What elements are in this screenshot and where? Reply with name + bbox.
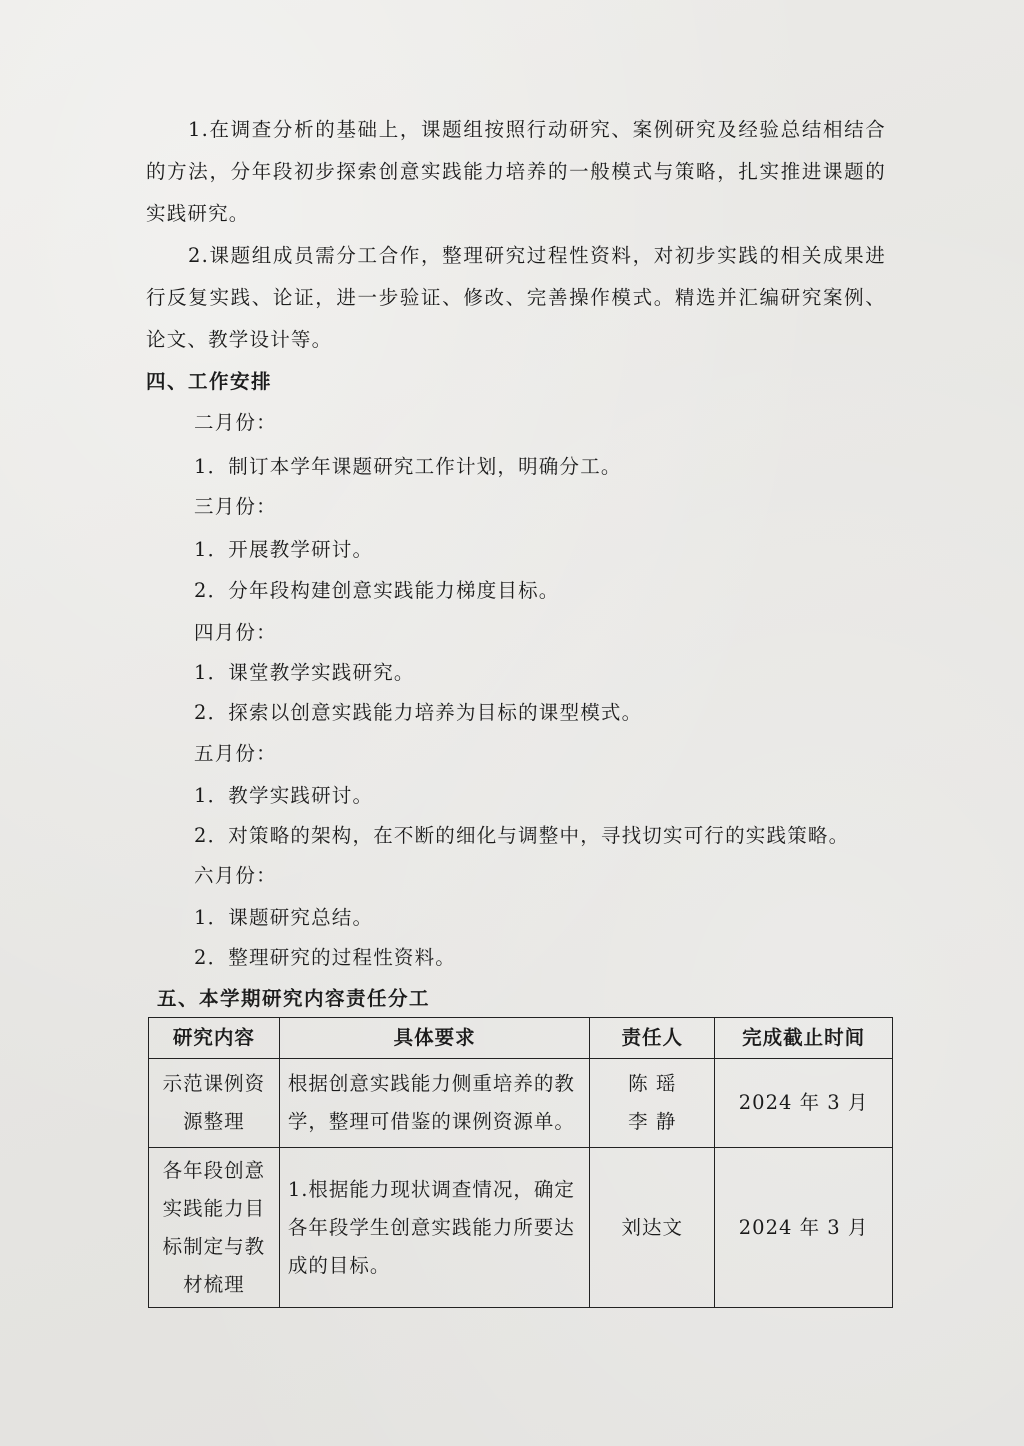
month-label-feb: 二月份： [194,411,277,434]
responsibility-table [148,1017,893,1308]
cell-deadline: 2024 年 3 月 [715,1148,893,1308]
person-name: 刘达文 [621,1215,684,1239]
month-item: 1．教学实践研讨。 [194,784,374,807]
month-label-may: 五月份： [194,742,277,765]
cell-deadline: 2024 年 3 月 [715,1059,893,1148]
month-item: 1．开展教学研讨。 [194,538,374,561]
month-item: 2．对策略的架构，在不断的细化与调整中，寻找切实可行的实践策略。 [194,824,850,847]
month-item: 1．课题研究总结。 [194,906,374,929]
cell-requirement: 根据创意实践能力侧重培养的教学，整理可借鉴的课例资源单。 [279,1059,590,1148]
month-label-mar: 三月份： [194,495,277,518]
month-item: 1．制订本学年课题研究工作计划，明确分工。 [194,455,622,478]
paragraph-2: 2.课题组成员需分工合作，整理研究过程性资料，对初步实践的相关成果进行反复实践、论证，进一步验证、修改、完善操作模式。精选并汇编研究案例、论文、教学设计等。 [146,244,886,351]
cell-content: 各年段创意实践能力目标制定与教材梳理 [149,1148,280,1308]
month-item: 2．整理研究的过程性资料。 [194,946,457,969]
table-row [149,1059,893,1148]
section-5-title: 五、本学期研究内容责任分工 [157,987,431,1010]
table-row [149,1148,893,1308]
cell-person [590,1148,715,1308]
month-label-apr: 四月份： [194,621,277,644]
header-requirement: 具体要求 [279,1018,590,1059]
paragraph-1: 1.在调查分析的基础上，课题组按照行动研究、案例研究及经验总结相结合的方法，分年段初步探索创意实践能力培养的一般模式与策略，扎实推进课题的实践研究。 [146,118,886,225]
cell-content: 示范课例资源整理 [149,1059,280,1148]
person-name: 李 静 [628,1110,677,1133]
cell-person [590,1059,715,1148]
month-item: 2．分年段构建创意实践能力梯度目标。 [194,579,560,602]
month-item: 1．课堂教学实践研究。 [194,661,415,684]
section-4-title: 四、工作安排 [146,370,273,393]
cell-requirement: 1.根据能力现状调查情况，确定各年段学生创意实践能力所要达成的目标。 [279,1148,590,1308]
table-header-row [149,1018,893,1059]
month-item: 2．探索以创意实践能力培养为目标的课型模式。 [194,701,643,724]
month-label-jun: 六月份： [194,864,277,887]
header-person: 责任人 [590,1018,715,1059]
header-content: 研究内容 [149,1018,280,1059]
header-deadline: 完成截止时间 [715,1018,893,1059]
person-name: 陈 瑶 [628,1072,677,1095]
